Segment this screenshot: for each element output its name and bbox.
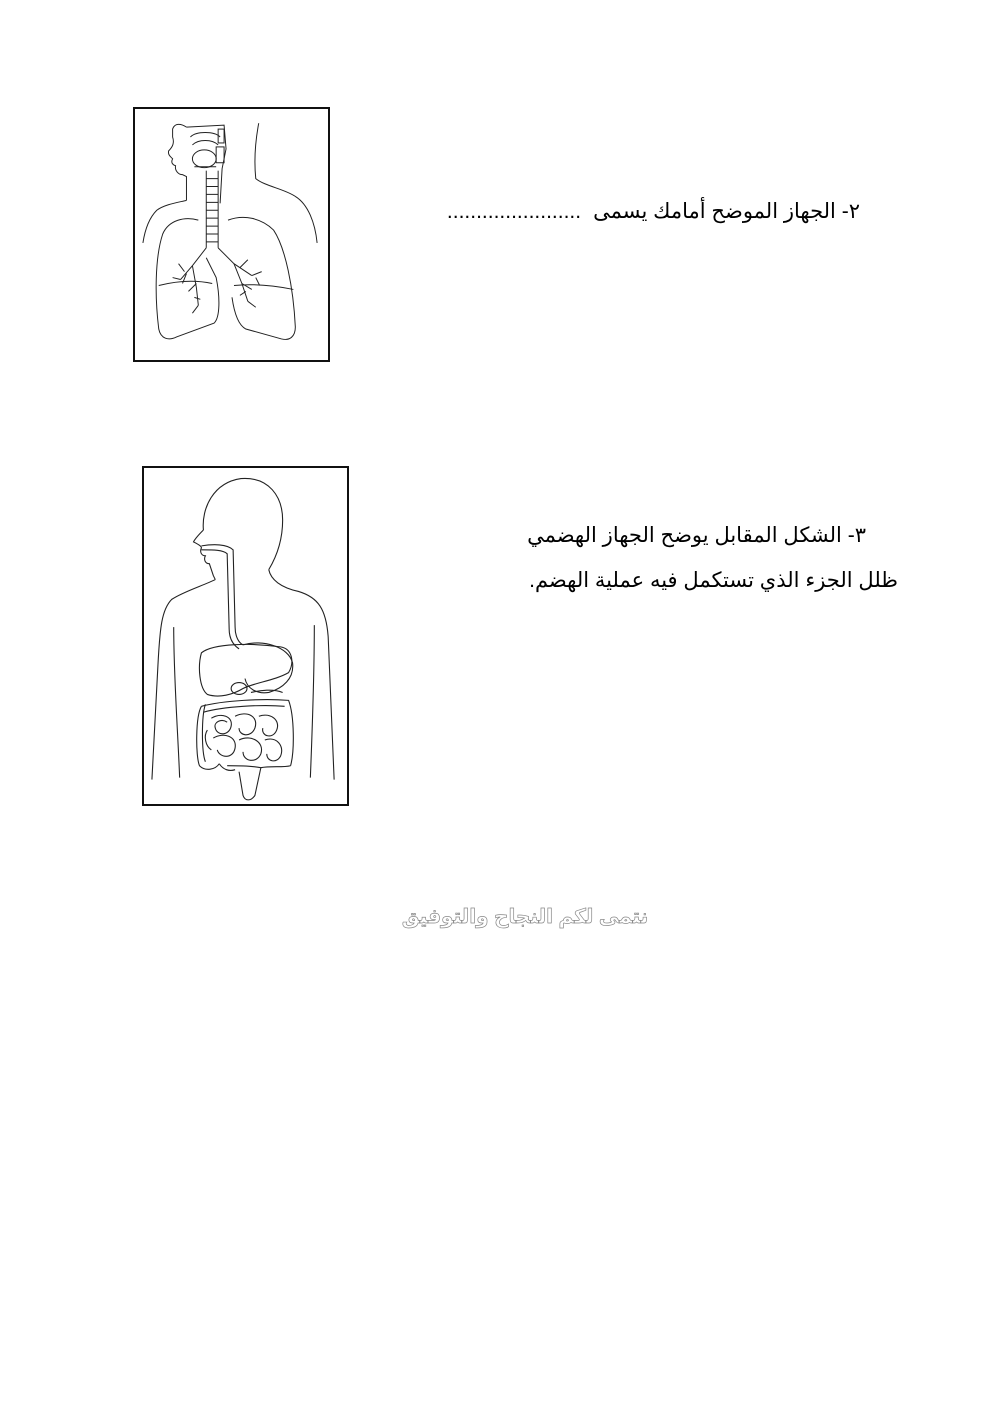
respiratory-system-figure [133,107,330,362]
digestive-system-figure [142,466,349,806]
digestive-system-icon [144,468,347,804]
question-2 [447,201,860,222]
answer-blank[interactable]: ....................... [446,200,582,223]
respiratory-system-icon [135,109,328,360]
question-3-line-1: ٣- الشكل المقابل يوضح الجهاز الهضمي [527,524,866,547]
closing-message: نتمى لكم النجاح والتوفيق [401,906,649,928]
question-2-text: ٢- الجهاز الموضح أمامك يسمى [593,200,860,223]
question-3-line-2: ظلل الجزء الذي تستكمل فيه عملية الهضم. [529,569,898,592]
